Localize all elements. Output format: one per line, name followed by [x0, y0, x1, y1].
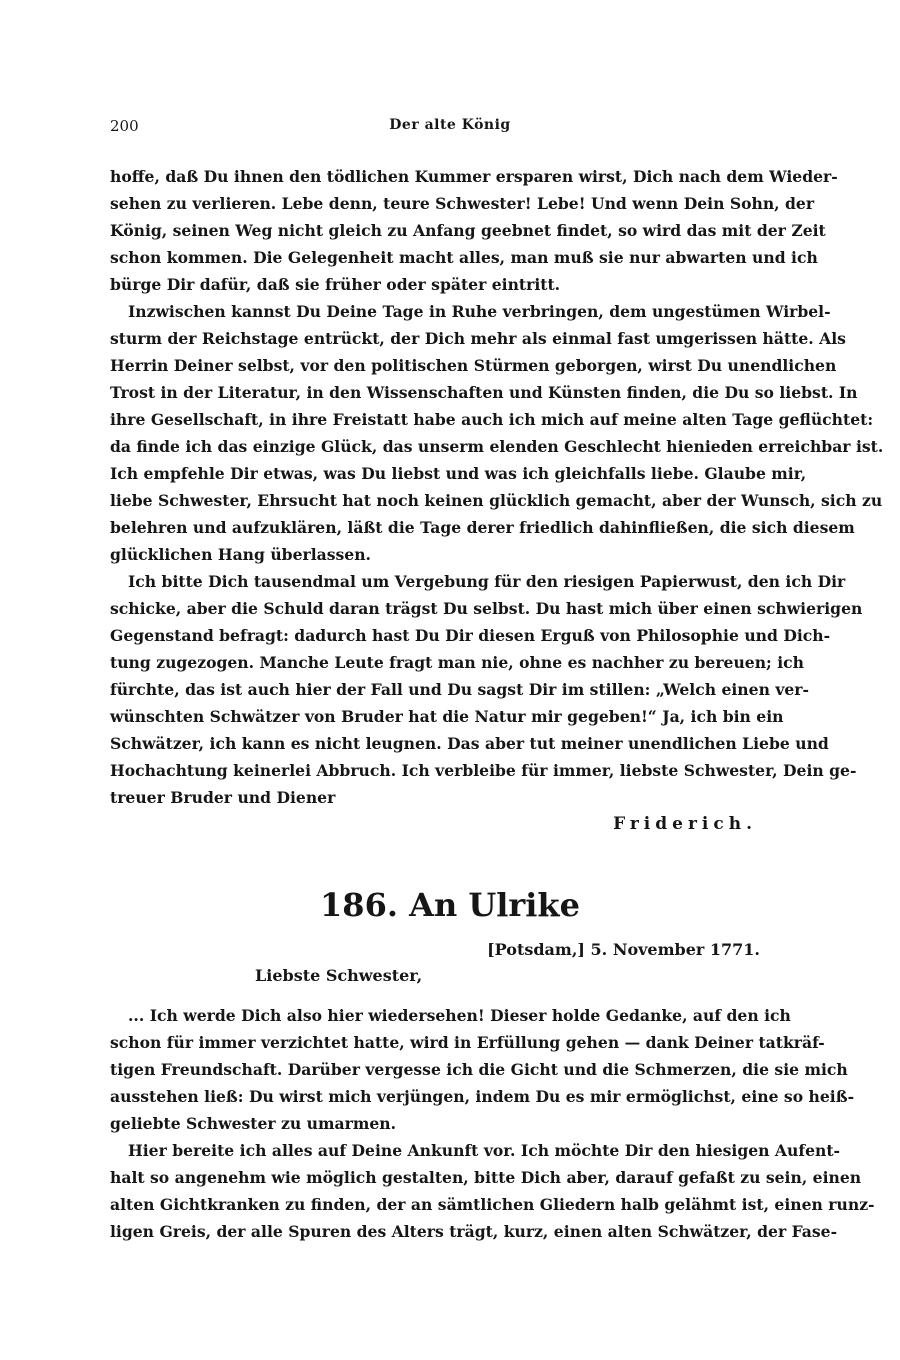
text-line: schon für immer verzichtet hatte, wird in Erfüllung gehen — dank Deiner tatkräf- — [110, 1033, 825, 1052]
text-line: ... Ich werde Dich also hier wiedersehen! Dieser holde Gedanke, auf den ich — [128, 1006, 791, 1025]
text-line: wünschten Schwätzer von Bruder hat die Natur mir gegeben!“ Ja, ich bin ein — [110, 707, 784, 726]
paragraph — [110, 298, 884, 568]
text-line: Trost in der Literatur, in den Wissenschaften und Künsten finden, die Du so liebst. In — [110, 383, 858, 402]
page-number: 200 — [110, 117, 139, 135]
letter-body — [110, 1002, 875, 1245]
paragraph — [110, 1002, 855, 1137]
text-line: Herrin Deiner selbst, vor den politischen Stürmen geborgen, wirst Du unendlichen — [110, 356, 837, 375]
text-line: sehen zu verlieren. Lebe denn, teure Schwester! Lebe! Und wenn Dein Sohn, der — [110, 194, 815, 213]
text-line: da finde ich das einzige Glück, das unserm elenden Geschlecht hienieden erreichbar ist. — [110, 437, 884, 456]
text-line: Schwätzer, ich kann es nicht leugnen. Das aber tut meiner unendlichen Liebe und — [110, 734, 829, 753]
text-line: Ich bitte Dich tausendmal um Vergebung für den riesigen Papierwust, den ich Dir — [128, 572, 846, 591]
paragraph — [110, 1137, 875, 1245]
text-line: alten Gichtkranken zu finden, der an sämtlichen Gliedern halb gelähmt ist, einen runz- — [110, 1195, 875, 1214]
text-line: ihre Gesellschaft, in ihre Freistatt habe auch ich mich auf meine alten Tage geflüchtet: — [110, 410, 874, 429]
text-line: Hier bereite ich alles auf Deine Ankunft vor. Ich möchte Dir den hiesigen Aufent- — [128, 1141, 840, 1160]
paragraph — [110, 568, 863, 811]
text-line: halt so angenehm wie möglich gestalten, bitte Dich aber, darauf gefaßt zu sein, einen — [110, 1168, 862, 1187]
salutation: Liebste Schwester, — [255, 966, 423, 985]
running-title: Der alte König — [389, 117, 511, 133]
text-line: treuer Bruder und Diener — [110, 788, 336, 807]
text-line: liebe Schwester, Ehrsucht hat noch keinen glücklich gemacht, aber der Wunsch, sich zu — [110, 491, 883, 510]
letter-heading: 186. An Ulrike — [320, 886, 580, 924]
dateline: [Potsdam,] 5. November 1771. — [487, 940, 760, 959]
text-line: tigen Freundschaft. Darüber vergesse ich die Gicht und die Schmerzen, die sie mich — [110, 1060, 848, 1079]
text-line: König, seinen Weg nicht gleich zu Anfang geebnet findet, so wird das mit der Zeit — [110, 221, 826, 240]
text-line: Hochachtung keinerlei Abbruch. Ich verbleibe für immer, liebste Schwester, Dein ge- — [110, 761, 857, 780]
text-line: fürchte, das ist auch hier der Fall und Du sagst Dir im stillen: „Welch einen ver- — [110, 680, 809, 699]
paragraph — [110, 163, 838, 298]
text-line: glücklichen Hang überlassen. — [110, 545, 371, 564]
text-line: Inzwischen kannst Du Deine Tage in Ruhe verbringen, dem ungestümen Wirbel- — [128, 302, 831, 321]
text-line: Ich empfehle Dir etwas, was Du liebst und was ich gleichfalls liebe. Glaube mir, — [110, 464, 807, 483]
text-line: sturm der Reichstage entrückt, der Dich mehr als einmal fast umgerissen hätte. Als — [110, 329, 846, 348]
letter-body — [110, 163, 884, 811]
text-line: hoffe, daß Du ihnen den tödlichen Kummer ersparen wirst, Dich nach dem Wieder- — [110, 167, 838, 186]
text-line: geliebte Schwester zu umarmen. — [110, 1114, 397, 1133]
text-line: schon kommen. Die Gelegenheit macht alles, man muß sie nur abwarten und ich — [110, 248, 818, 267]
text-line: schicke, aber die Schuld daran trägst Du selbst. Du hast mich über einen schwierigen — [110, 599, 863, 618]
text-line: ligen Greis, der alle Spuren des Alters trägt, kurz, einen alten Schwätzer, der Fase- — [110, 1222, 838, 1241]
text-line: Gegenstand befragt: dadurch hast Du Dir diesen Erguß von Philosophie und Dich- — [110, 626, 831, 645]
text-line: bürge Dir dafür, daß sie früher oder später eintritt. — [110, 275, 561, 294]
text-line: ausstehen ließ: Du wirst mich verjüngen, indem Du es mir ermöglichst, eine so heiß- — [110, 1087, 855, 1106]
signature: Friderich. — [613, 814, 757, 834]
text-line: belehren und aufzuklären, läßt die Tage derer friedlich dahinfließen, die sich diesem — [110, 518, 855, 537]
text-line: tung zugezogen. Manche Leute fragt man nie, ohne es nachher zu bereuen; ich — [110, 653, 804, 672]
